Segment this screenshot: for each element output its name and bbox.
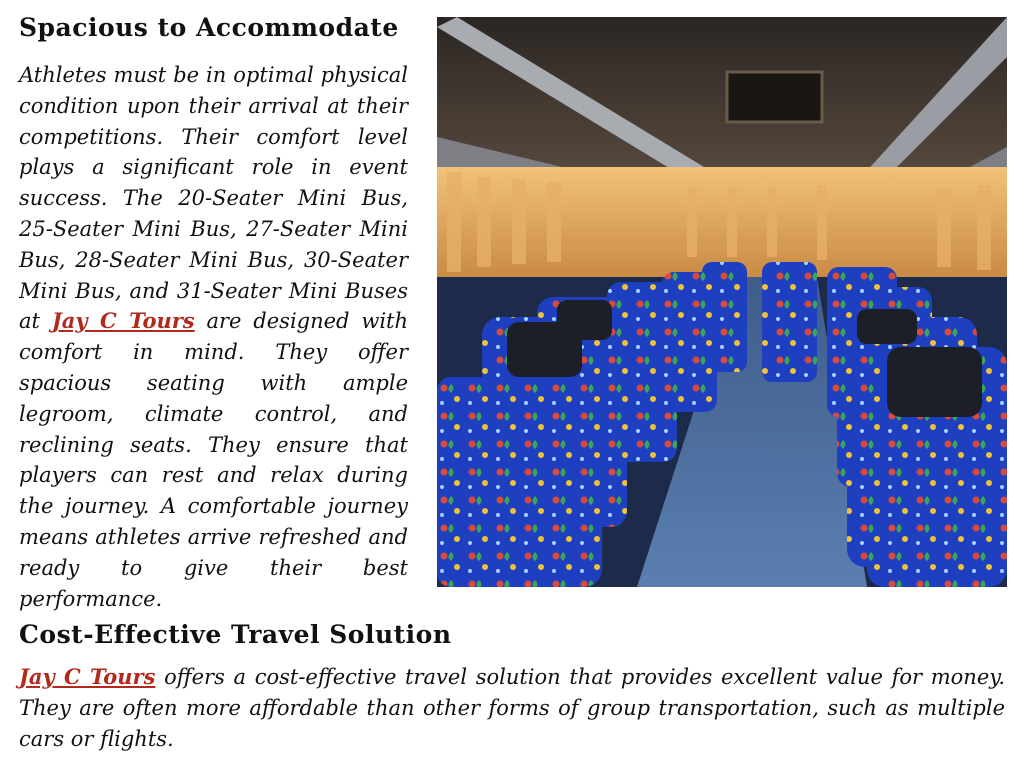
jay-c-tours-link[interactable]: Jay C Tours bbox=[51, 308, 195, 334]
bus-interior-photo bbox=[437, 17, 1007, 587]
jay-c-tours-link[interactable]: Jay C Tours bbox=[19, 664, 156, 689]
section-paragraph-cost-effective bbox=[19, 662, 1005, 754]
paragraph-text: are designed with comfort in mind. They offer spacious seating with ample legroom, climate control, and reclining seats. They ensure that players can rest and relax during the journey. A comfortable journey means athletes arrive refreshed and ready to give their best performance. bbox=[19, 309, 409, 611]
paragraph-text: offers a cost-effective travel solution that provides excellent value for money. They are often more affordable than other forms of group transportation, such as multiple cars or flights. bbox=[19, 665, 1005, 751]
section-paragraph-spacious bbox=[19, 60, 408, 614]
section-heading-cost-effective: Cost-Effective Travel Solution bbox=[19, 620, 452, 649]
paragraph-text: Athletes must be in optimal physical condition upon their arrival at their competitions. Their comfort level plays a significant role in event success. The 20-Seater Mini Bus, 25-Seater Mini Bus, 27-Seater Mini Bus, 28-Seater Mini Bus, 30-Seater Mini Bus, and 31-Seater Mini Buses at bbox=[19, 63, 408, 334]
section-heading-spacious: Spacious to Accommodate bbox=[19, 13, 399, 42]
